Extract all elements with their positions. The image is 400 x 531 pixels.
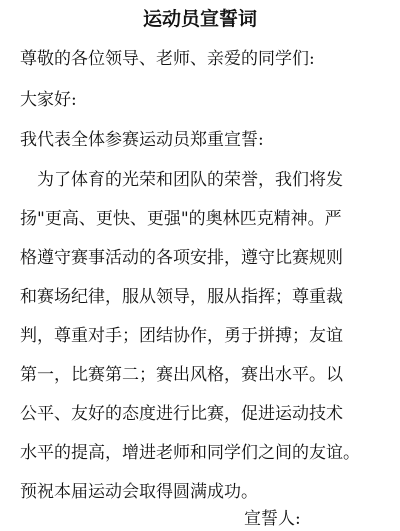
- document-title: 运动员宣誓词: [142, 8, 257, 30]
- oath-body-line: 扬"更高、更快、更强"的奥林匹克精神。严: [20, 209, 342, 229]
- oath-body-line: 水平的提高，增进老师和同学们之间的友谊。: [20, 443, 360, 463]
- intro-line: 我代表全体参赛运动员郑重宣誓:: [20, 130, 264, 150]
- oath-body-line: 为了体育的光荣和团队的荣誉，我们将发: [37, 170, 343, 190]
- salutation-line: 尊敬的各位领导、老师、亲爱的同学们:: [20, 49, 315, 69]
- oath-body-line: 判，尊重对手；团结协作，勇于拼搏；友谊: [20, 326, 343, 346]
- oath-body-line: 和赛场纪律，服从领导，服从指挥；尊重裁: [20, 287, 343, 307]
- oath-body-line: 格遵守赛事活动的各项安排，遵守比赛规则: [20, 248, 343, 268]
- greeting-line: 大家好:: [20, 90, 77, 110]
- oath-body-line: 公平、友好的态度进行比赛，促进运动技术: [20, 404, 343, 424]
- signature-label: 宣誓人:: [244, 509, 301, 529]
- oath-body-line: 第一，比赛第二；赛出风格，赛出水平。以: [20, 365, 343, 385]
- oath-body-line: 预祝本届运动会取得圆满成功。: [20, 482, 258, 502]
